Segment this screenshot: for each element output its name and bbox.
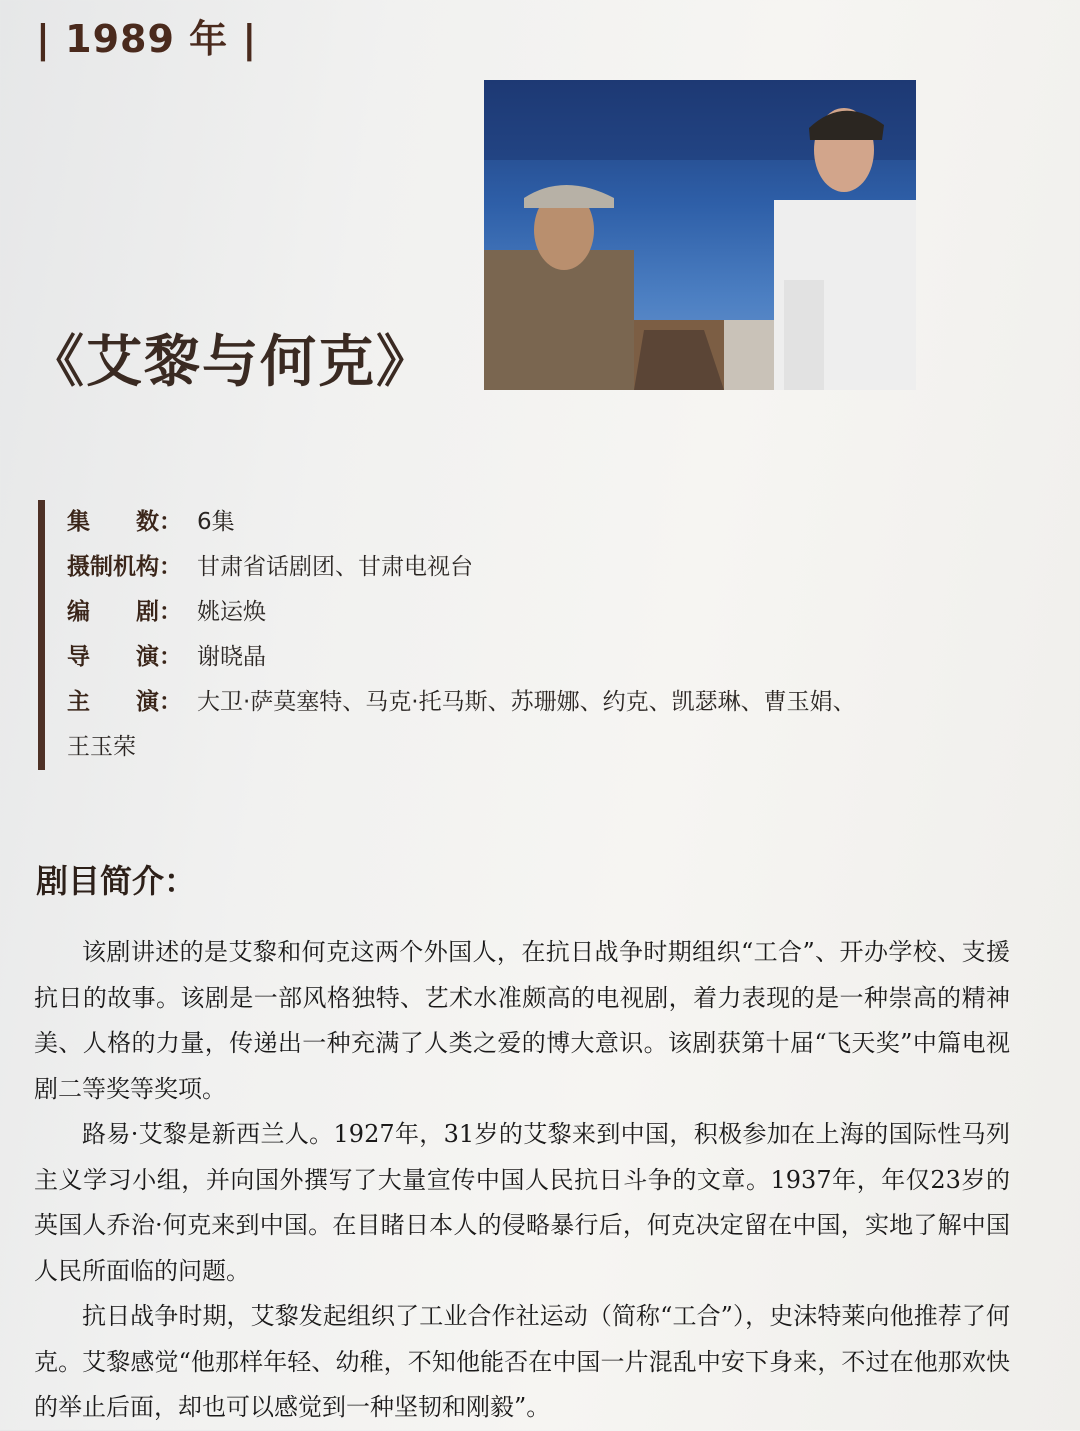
info-cast-cont (67, 725, 1027, 770)
episodes-label: 集 数： (67, 509, 182, 535)
drama-title: 《艾黎与何克》 (28, 330, 434, 395)
director-label: 导 演： (67, 644, 182, 670)
info-episodes (67, 500, 1027, 545)
synopsis-paragraph: 抗日战争时期，艾黎发起组织了工业合作社运动（简称“工合”），史沫特莱向他推荐了何克。艾黎感觉“他那样年轻、幼稚，不知他能否在中国一片混乱中安下身来，不过在他那欢快的举止后面，却也可以感觉到一种坚韧和刚毅”。 (34, 1302, 1010, 1421)
cast-label: 主 演： (67, 689, 182, 715)
producer-label: 摄制机构： (67, 554, 182, 580)
director-value: 谢晓晶 (197, 644, 266, 670)
cast-value: 大卫·萨莫塞特、马克·托马斯、苏珊娜、约克、凯瑟琳、曹玉娟、 (197, 689, 856, 715)
year-pipe-right: | (242, 17, 258, 61)
cast-value-cont: 王玉荣 (67, 734, 136, 760)
writer-value: 姚运焕 (197, 599, 266, 625)
year-header (36, 8, 257, 63)
info-writer (67, 590, 1027, 635)
info-producer (67, 545, 1027, 590)
episodes-value: 6集 (197, 509, 235, 535)
synopsis-body (34, 930, 1010, 1431)
year-pipe-left: | (36, 17, 51, 61)
photo-two-men-icon (484, 80, 916, 390)
synopsis-paragraph: 路易·艾黎是新西兰人。1927年，31岁的艾黎来到中国，积极参加在上海的国际性马列主义学习小组，并向国外撰写了大量宣传中国人民抗日斗争的文章。1937年，年仅23岁的英国人乔治·何克来到中国。在目睹日本人的侵略暴行后，何克决定留在中国，实地了解中国人民所面临的问题。 (34, 1120, 1010, 1285)
producer-value: 甘肃省话剧团、甘肃电视台 (197, 554, 473, 580)
drama-info-block (38, 500, 1027, 770)
info-cast (67, 680, 1027, 725)
still-photo (484, 80, 916, 390)
writer-label: 编 剧： (67, 599, 182, 625)
info-director (67, 635, 1027, 680)
synopsis-paragraph: 该剧讲述的是艾黎和何克这两个外国人，在抗日战争时期组织“工合”、开办学校、支援抗日的故事。该剧是一部风格独特、艺术水准颇高的电视剧，着力表现的是一种崇高的精神美、人格的力量，传递出一种充满了人类之爱的博大意识。该剧获第十届“飞天奖”中篇电视剧二等奖等奖项。 (34, 938, 1010, 1103)
synopsis-heading: 剧目简介： (36, 862, 197, 900)
year-text: 1989 年 (65, 17, 229, 61)
